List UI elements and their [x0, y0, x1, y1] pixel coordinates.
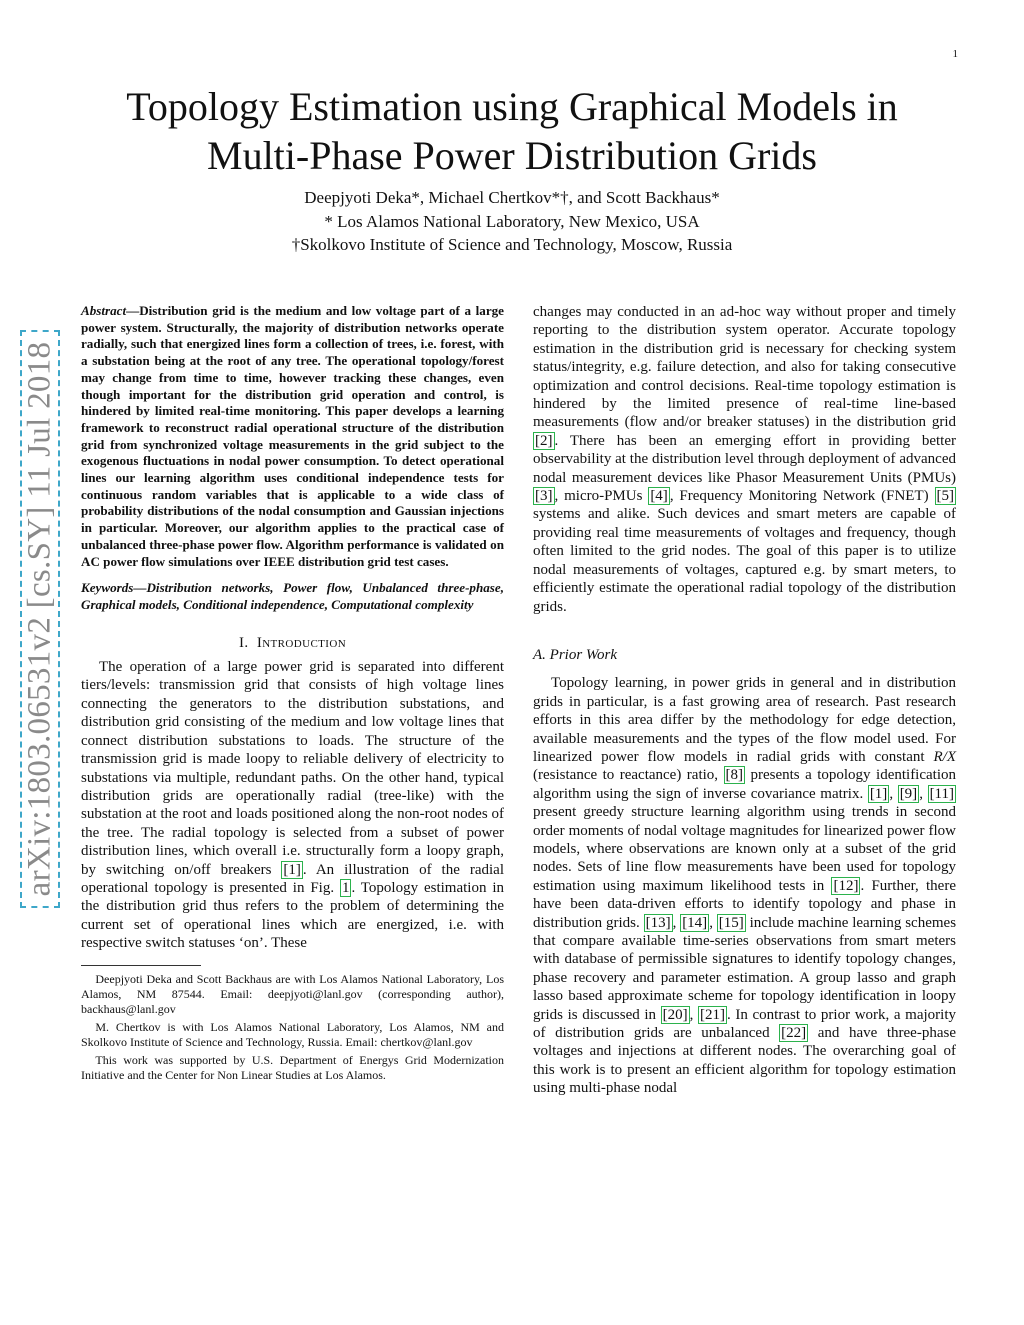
intro-paragraph — [81, 658, 504, 953]
citation-link[interactable]: [2] — [535, 432, 553, 449]
separator: , — [889, 785, 898, 802]
footnote-deka-backhaus: Deepjyoti Deka and Scott Backhaus are with Los Alamos National Laboratory, Los Alamos, NM 87544. Email: deepjyoti@lanl.gov (corresponding author), backhaus@lanl.gov — [81, 971, 504, 1016]
paper-title — [0, 82, 1024, 180]
section-number: I. — [238, 634, 249, 651]
prior-text-f: include machine learning schemes that compare available time-series observations from smart meters with database of permissible signatures to identify topology changes, phase recovery and parameter estimation. A group lasso and graph lasso based approximate scheme for topology identification in loopy grids is discussed in — [533, 914, 957, 1023]
citation-link[interactable]: [21] — [700, 1006, 726, 1023]
title-line-2: Multi-Phase Power Distribution Grids — [207, 133, 817, 178]
footnote-chertkov: M. Chertkov is with Los Alamos National Laboratory, Los Alamos, NM and Skolkovo Institute of Science and Technology, Russia. Email: chertkov@lanl.gov — [81, 1019, 504, 1049]
prior-text-d: present greedy structure learning algorithm using trends in second order moments of nodal voltage magnitudes for linearized power flow models, where observations are known only at a subset of the grid nodes. Sets of line flow measurements have been used for topology estimation using maximum likelihood tests in — [533, 804, 956, 894]
right-text-4: , Frequency Monitoring Network (FNET) — [669, 488, 935, 505]
footnote-rule — [81, 965, 201, 966]
separator: , — [919, 785, 928, 802]
citation-link[interactable]: [1] — [869, 785, 888, 802]
section-title: Introduction — [256, 634, 347, 651]
right-column — [533, 303, 956, 1098]
arxiv-stamp[interactable] — [20, 330, 60, 908]
separator: , — [709, 914, 717, 931]
authors: Deepjyoti Deka*, Michael Chertkov*†, and Scott Backhaus* — [304, 188, 720, 207]
separator: , — [689, 1006, 699, 1023]
citation-link[interactable]: [3] — [535, 488, 553, 505]
citation-link[interactable]: [20] — [662, 1006, 688, 1023]
right-text-1: changes may conducted in an ad-hoc way without proper and timely reporting to the distribution system operator. Accurate topology estimation in the distribution grid is necessary for checking system status/integrity, e.g. failure detection, and also for taking consecutive optimization and control decisions. Real-time topology estimation is hindered by the limited presence of real-time line-based measurements (flow and/or breaker statuses) in the distribution grid — [533, 304, 956, 431]
intro-text-1: The operation of a large power grid is separated into different tiers/levels: transmission grid that consists of high voltage lines connecting the generators to the distribution substations, and distribution grid consisting of the medium and low voltage lines that connect distribution substations to loads. The structure of the transmission grid is made loopy to reliable delivery of electricity to substations via multiple, redundant paths. On the other hand, typical distribution grids are operationally radial (tree-like) with the substation at the root and loads positioned along the non-root nodes of the tree. The radial topology is selected from a subset of power distribution lines, which overall i.e. structurally form a loopy graph, by switching on/off breakers — [81, 659, 504, 878]
intro-text-2: . An illustration of the radial operational topology is presented in Fig. — [81, 861, 504, 896]
abstract — [81, 303, 504, 570]
prior-text-a: Topology learning, in power grids in general and in distribution grids in particular, is a fast growing area of research. Past research efforts in this area differ by the methodology for edge detection, available measurements and the types of the flow model used. For linearized power flow models in radial grids with constant — [533, 675, 956, 765]
citation-link[interactable]: [9] — [899, 785, 918, 802]
section-heading-introduction — [81, 634, 504, 652]
abstract-text: —Distribution grid is the medium and low voltage part of a large power system. Structurally, the majority of distribution networks operate radially, such that energized lines form a collection of trees, i.e. forest, with a substation being at the root of any tree. The operational topology/forest may change from time to time, however tracking these changes, even though important for the distribution grid operation and control, is hindered by limited real-time monitoring. This paper develops a learning framework to reconstruct radial operational structure of the distribution grid from synchronized voltage measurements in the grid subject to the exogenous fluctuations in nodal power consumption. To detect operational lines our learning algorithm uses conditional independence tests for continuous random variables that is applicable to a wide class of probability distributions of the nodal consumption and Gaussian injections in particular. Moreover, our algorithm applies to the practical case of unbalanced three-phase power flow. Algorithm performance is validated on AC power flow simulations over IEEE distribution grid test cases. — [81, 303, 504, 569]
affiliation-skoltech: †Skolkovo Institute of Science and Technology, Moscow, Russia — [291, 235, 733, 254]
intro-text-3: . Topology estimation in the distribution grid thus refers to the problem of determining the current set of operational lines which are energized, i.e. with respective switch statuses ‘on’. These — [81, 879, 504, 952]
citation-link[interactable]: [5] — [936, 488, 954, 505]
author-block — [0, 186, 1024, 257]
intro-paragraph-continued — [533, 303, 956, 616]
right-text-5: systems and alike. Such devices and smart meters are capable of providing real time measurements of voltages and frequency, though often limited to the grid nodes. The goal of this paper is to utilize nodal measurements of voltages, captured e.g. by smart meters, to efficiently estimate the operational radial topology of the distribution grids. — [533, 506, 956, 615]
prior-text-h: and have three-phase voltages and injections at different nodes. The overarching goal of this work is to present an efficient algorithm for topology estimation using multi-phase nodal — [533, 1025, 956, 1097]
prior-work-paragraph — [533, 674, 956, 1097]
affiliation-lanl: * Los Alamos National Laboratory, New Mexico, USA — [324, 211, 700, 231]
prior-text-g: . In contrast to prior work, a majority of distribution grids are unbalanced — [533, 1006, 956, 1042]
right-text-3: , micro-PMUs — [554, 488, 649, 505]
footnote-funding: This work was supported by U.S. Department of Energys Grid Modernization Initiative and the Center for Non Linear Studies at Los Alamos. — [81, 1052, 504, 1082]
arxiv-stamp-label: arXiv:1803.06531v2 [cs.SY] 11 Jul 2018 — [21, 341, 58, 897]
separator: , — [672, 914, 681, 931]
prior-text-e: . Further, there have been data-driven efforts to identify topology and phase in distribution grids. — [533, 877, 956, 931]
prior-text-c: presents a topology identification algorithm using the sign of inverse covariance matrix. — [533, 767, 957, 802]
prior-text-b: (resistance to reactance) ratio, — [533, 767, 724, 784]
figure-link[interactable]: 1 — [341, 879, 350, 896]
left-column — [81, 303, 504, 1086]
citation-link[interactable]: [15] — [718, 914, 744, 931]
citation-link[interactable]: [4] — [650, 488, 668, 505]
rx-ratio: R/X — [933, 748, 956, 765]
keywords: Keywords—Distribution networks, Power flow, Unbalanced three-phase, Graphical models, Conditional independence, Computational complexity — [81, 580, 504, 612]
abstract-label: Abstract — [81, 303, 127, 318]
citation-link[interactable]: [14] — [682, 914, 708, 931]
citation-link[interactable]: [1] — [283, 861, 301, 878]
citation-link[interactable]: [22] — [781, 1025, 807, 1042]
page-number: 1 — [952, 48, 958, 60]
citation-link[interactable]: [12] — [833, 877, 859, 894]
citation-link[interactable]: [11] — [929, 785, 954, 802]
title-line-1: Topology Estimation using Graphical Models in — [126, 84, 898, 129]
right-text-2: . There has been an emerging effort in providing better observability at the distribution level through deployment of advanced nodal measurement devices like Phasor Measurement Units (PMUs) — [533, 432, 956, 486]
citation-link[interactable]: [8] — [725, 767, 744, 784]
citation-link[interactable]: [13] — [645, 914, 671, 931]
subsection-heading-prior-work: A. Prior Work — [533, 646, 618, 663]
